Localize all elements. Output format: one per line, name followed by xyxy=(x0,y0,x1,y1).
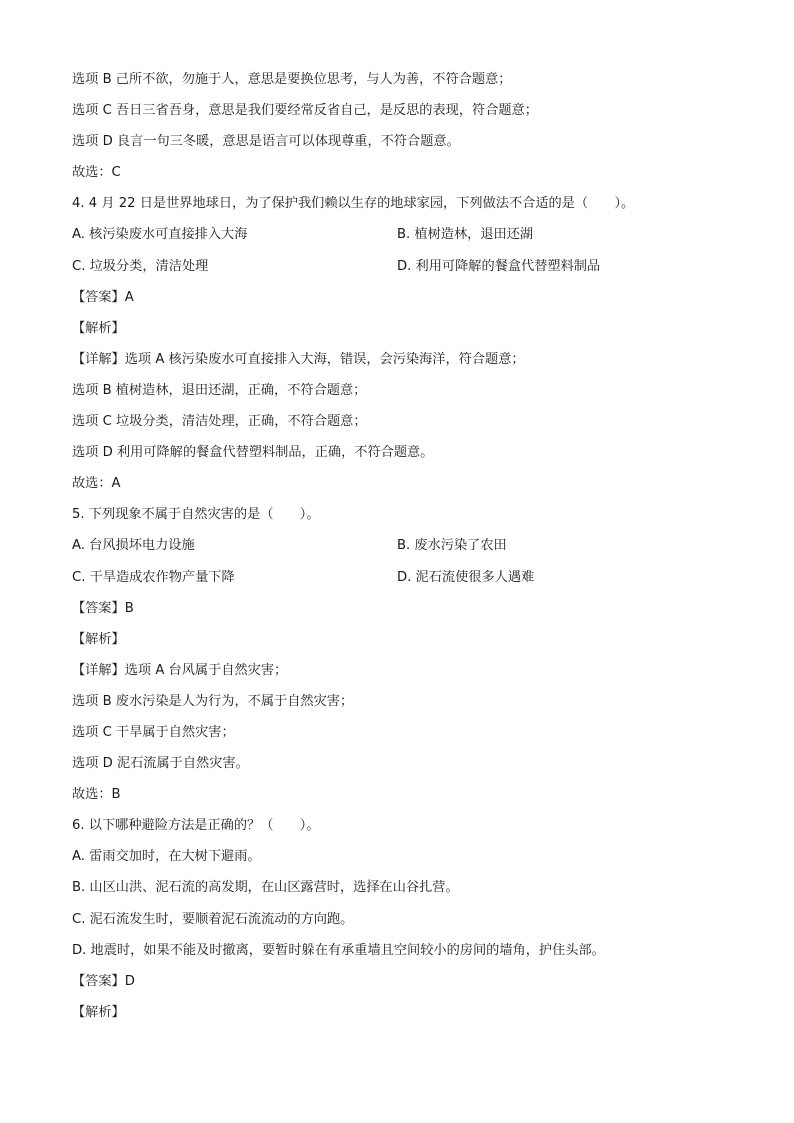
q5-option-d: D. 泥石流使很多人遇难 xyxy=(397,569,535,585)
q6-answer: 【答案】D xyxy=(72,973,135,989)
q6-option-b: B. 山区山洪、泥石流的高发期，在山区露营时，选择在山谷扎营。 xyxy=(72,880,459,896)
q6-option-a: A. 雷雨交加时，在大树下避雨。 xyxy=(72,849,261,865)
q5-detail-a: 【详解】选项 A 台风属于自然灾害； xyxy=(72,662,288,678)
q4-final-choice: 故选：A xyxy=(72,476,121,492)
q4-detail-c: 选项 C 垃圾分类，清洁处理，正确，不符合题意； xyxy=(72,414,367,430)
q5-answer: 【答案】B xyxy=(72,600,134,616)
prev-analysis-line-b: 选项 B 己所不欲，勿施于人，意思是要换位思考，与人为善，不符合题意； xyxy=(72,72,512,87)
q4-option-c: C. 垃圾分类，清洁处理 xyxy=(72,258,209,274)
q6-stem: 6. 以下哪种避险方法是正确的？（ ）。 xyxy=(72,818,320,834)
q5-final-choice: 故选：B xyxy=(72,787,121,803)
q5-analysis-heading: 【解析】 xyxy=(72,631,125,647)
q6-option-c: C. 泥石流发生时，要顺着泥石流流动的方向跑。 xyxy=(72,911,354,927)
q4-options-row-1 xyxy=(72,219,732,250)
q5-option-a: A. 台风损坏电力设施 xyxy=(72,538,195,554)
q4-answer: 【答案】A xyxy=(72,289,134,305)
q6-analysis-heading: 【解析】 xyxy=(72,1004,125,1020)
q4-options-row-2 xyxy=(72,251,732,282)
q4-stem: 4. 4 月 22 日是世界地球日，为了保护我们赖以生存的地球家园，下列做法不合适的是（ ）。 xyxy=(72,196,635,212)
q4-analysis-heading: 【解析】 xyxy=(72,320,125,336)
q5-options-row-2 xyxy=(72,562,732,593)
q4-detail-d: 选项 D 利用可降解的餐盒代替塑料制品，正确，不符合题意。 xyxy=(72,445,434,461)
q4-option-d: D. 利用可降解的餐盒代替塑料制品 xyxy=(397,258,601,274)
prev-analysis-line-d: 选项 D 良言一句三冬暖，意思是语言可以体现尊重，不符合题意。 xyxy=(72,134,460,150)
q5-options-row-1 xyxy=(72,530,732,561)
q4-detail-b: 选项 B 植树造林，退田还湖，正确，不符合题意； xyxy=(72,382,367,398)
q4-detail-a: 【详解】选项 A 核污染废水可直接排入大海，错误，会污染海洋，符合题意； xyxy=(72,351,525,367)
q6-option-d: D. 地震时，如果不能及时撤离，要暂时躲在有承重墙且空间较小的房间的墙角，护住头部。 xyxy=(72,942,605,958)
prev-answer-choice: 故选：C xyxy=(72,165,121,181)
q5-detail-c: 选项 C 干旱属于自然灾害； xyxy=(72,724,235,740)
q4-option-a: A. 核污染废水可直接排入大海 xyxy=(72,227,248,243)
q5-detail-d: 选项 D 泥石流属于自然灾害。 xyxy=(72,756,249,772)
q4-option-b: B. 植树造林，退田还湖 xyxy=(397,227,534,243)
q5-detail-b: 选项 B 废水污染是人为行为，不属于自然灾害； xyxy=(72,693,354,709)
q5-option-b: B. 废水污染了农田 xyxy=(397,538,507,554)
document-page xyxy=(72,64,732,1028)
prev-analysis-line-c: 选项 C 吾日三省吾身，意思是我们要经常反省自己，是反思的表现，符合题意； xyxy=(72,103,538,119)
q5-stem: 5. 下列现象不属于自然灾害的是（ ）。 xyxy=(72,507,320,523)
q5-option-c: C. 干旱造成农作物产量下降 xyxy=(72,569,235,585)
